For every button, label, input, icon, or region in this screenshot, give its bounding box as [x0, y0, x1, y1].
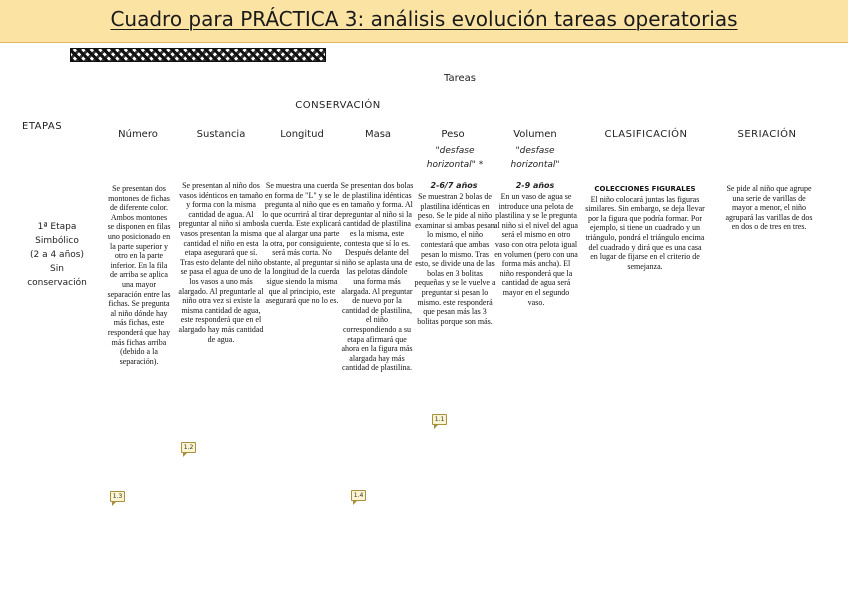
stage-line-4: Sin	[50, 264, 64, 274]
cell-longitud: Se muestra una cuerda en forma de "L" y se le pregunta al niño que es lo que ocurrirá al tirar de la cuerda. Este explicará que al alargar una parte la otra, por consiguiente, será más corta. No obstante, al preguntar si la longitud de la cuerda sigue siendo la misma que al principio, este asegurará que no lo es.	[262, 181, 342, 306]
comment-note-1-4[interactable]: 1.4	[351, 490, 366, 501]
header-masa: Masa	[364, 129, 392, 140]
clasificacion-title: COLECCIONES FIGURALES	[594, 185, 696, 193]
header-volumen: Volumen	[513, 129, 557, 140]
header-longitud: Longitud	[280, 129, 324, 140]
cell-sustancia: Se presentan al niño dos vasos idénticos en tamaño y forma con la misma cantidad de agua. Al preguntar al niño si ambos vasos presentan la misma cantidad el niño en esta etapa asegurará que sí. Tras esto delante del niño se pasa el agua de uno de los vasos a uno más alargado. Al preguntarle al niño otra vez si existe la misma cantidad de agua, este responderá que en el alargado hay más cantidad de agua.	[178, 181, 264, 344]
cell-seriacion: Se pide al niño que agrupe una serie de varillas de mayor a menor, el niño agrupará las varillas de dos en dos o de tres en tres.	[725, 184, 813, 232]
desfase-volumen: "desfase horizontal"	[510, 146, 560, 170]
cell-volumen: En un vaso de agua se introduce una pelota de plastilina y se le pregunta al niño si el nivel del agua será el mismo en otro vaso con otra pelota igual en volumen (pero con una forma más ancha). El niño responderá que la cantidad de agua será mayor en el segundo vaso.	[494, 192, 578, 307]
page-title: Cuadro para PRÁCTICA 3: análisis evolución tareas operatorias	[110, 7, 738, 31]
stage-line-2: Simbólico	[35, 236, 79, 246]
header-numero: Número	[118, 129, 158, 140]
header-sustancia: Sustancia	[196, 129, 246, 140]
clasificacion-text: El niño colocará juntas las figuras similares. Sin embargo, se deja llevar por la figura que podría formar. Por ejemplo, si tiene un cuadrado y un triángulo, pondrá el triángulo encima del cuadrado y dirá que es una casa en lugar de fijarse en el criterio de semejanza.	[585, 194, 705, 271]
comment-note-1-1[interactable]: 1.1	[432, 414, 447, 425]
hatched-bar	[70, 48, 326, 62]
cell-numero: Se presentan dos montones de fichas de diferente color. Ambos montones se disponen en filas uno posicionado en la parte superior y otro en la parte inferior. En la fila de arriba se aplica una mayor separación entre las fichas. Se pregunta al niño dónde hay más fichas, este responderá que hay más fichas arriba (debido a la separación).	[107, 184, 171, 366]
stage-line-5: conservación	[27, 278, 87, 288]
stage-line-3: (2 a 4 años)	[30, 250, 84, 260]
cell-peso: Se muestran 2 bolas de plastilina idénticas en peso. Se le pide al niño examinar si ambas pesan lo mismo, el niño contestará que ambas pesan lo mismo. Tras esto, se divide una de las bolas en 3 bolitas pequeñas y se le vuelve a preguntar si pesan lo mismo. este responderá que pesan más las 3 bolitas porque son más.	[414, 192, 496, 326]
header-tareas: Tareas	[444, 73, 476, 84]
header-conservacion: CONSERVACIÓN	[295, 100, 381, 111]
header-peso: Peso	[441, 129, 465, 140]
header-clasificacion: CLASIFICACIÓN	[604, 129, 688, 140]
stage-line-1: 1ª Etapa	[37, 222, 77, 232]
cell-masa: Se presentan dos bolas de plastilina idénticas en tamaño y forma. Al preguntar al niño si la cantidad de plastilina es la misma, este contesta que sí lo es. Después delante del niño se aplasta una de las pelotas dándole una forma más alargada. Al preguntar de nuevo por la cantidad de plastilina, el niño correspondiendo a su etapa afirmará que ahora en la figura más alargada hay más cantidad de plastilina.	[340, 181, 414, 373]
title-bar	[0, 0, 848, 43]
stage-label	[20, 220, 94, 290]
cell-clasificacion	[585, 185, 705, 271]
age-volumen: 2-9 años	[515, 181, 555, 190]
header-etapas: ETAPAS	[22, 121, 63, 132]
comment-note-1-3[interactable]: 1.3	[110, 491, 125, 502]
desfase-peso: "desfase horizontal" *	[426, 146, 484, 170]
header-seriacion: SERIACIÓN	[737, 129, 797, 140]
age-peso: 2-6/7 años	[430, 181, 478, 190]
comment-note-1-2[interactable]: 1.2	[181, 442, 196, 453]
